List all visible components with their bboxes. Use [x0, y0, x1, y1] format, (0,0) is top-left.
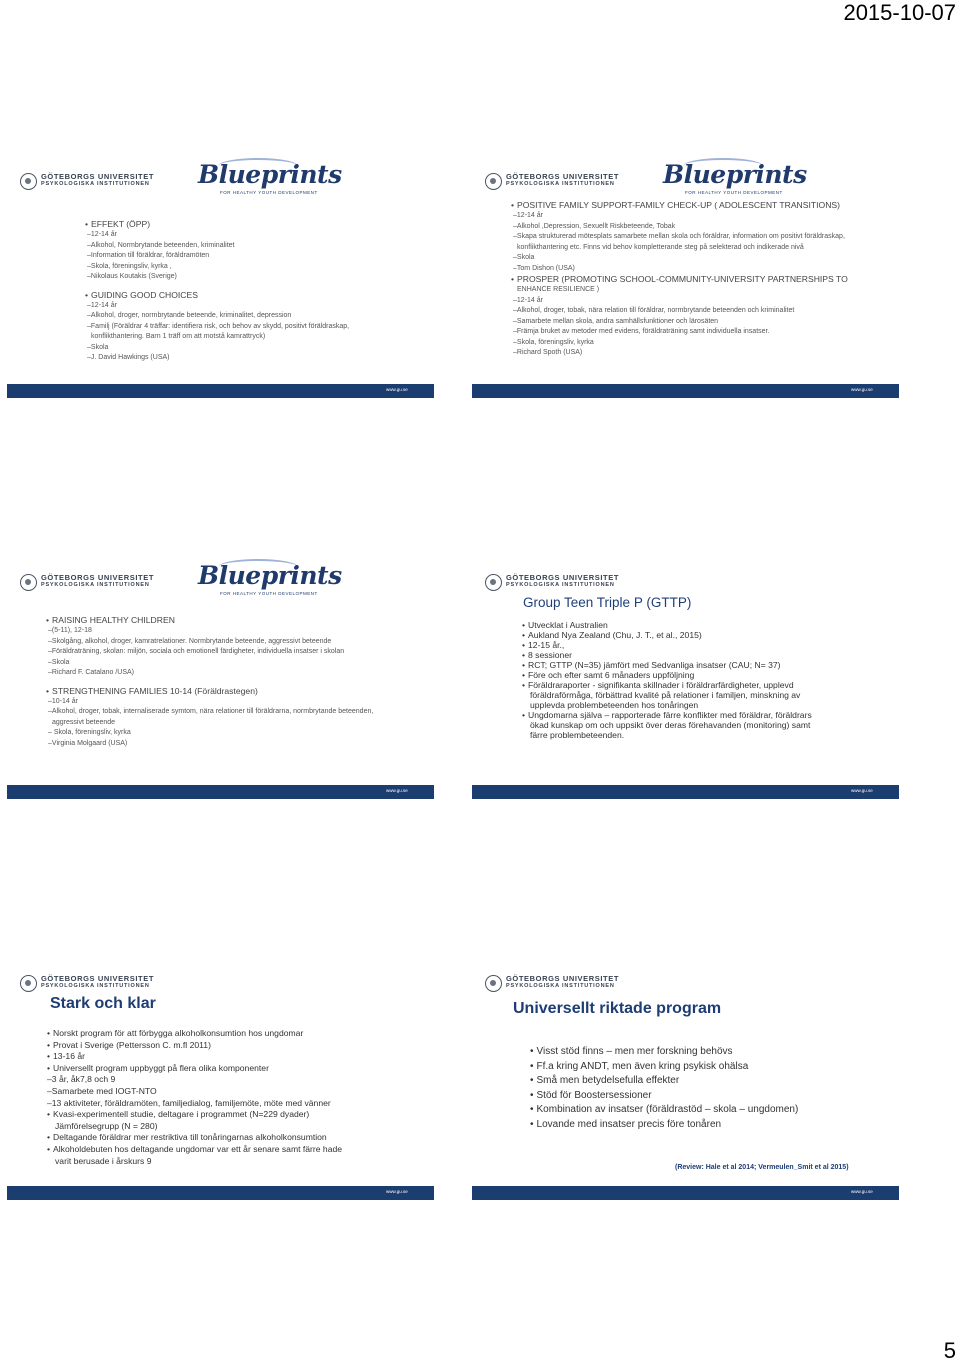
footer-bar — [7, 384, 434, 398]
continuation-line: ökad kunskap om och uppsikt över deras förehavanden (monitoring) samt — [530, 720, 811, 730]
blueprints-logo — [663, 160, 807, 200]
sub-item: – 12-14 år — [511, 211, 893, 222]
review-citation: (Review: Hale et al 2014; Vermeulen_Smit et al 2015) — [675, 1164, 849, 1171]
continuation-line: färre problembeteenden. — [530, 730, 625, 740]
continuation-line: upplevda problembeteenden hos tonåringen — [530, 700, 699, 710]
continuation-line: föräldraförmåga, förbättrad kvalité på relationer i familjen, minskning av — [530, 690, 801, 700]
blueprints-wordmark: Blueprints — [198, 561, 342, 590]
footer-url: www.gu.se — [851, 387, 873, 392]
footer-url: www.gu.se — [386, 788, 408, 793]
slide-3 — [8, 561, 434, 799]
slide-title: Universellt riktade program — [513, 1000, 722, 1017]
sub-item: – Skola, föreningsliv, kyrka — [46, 728, 428, 739]
bullet-item: • Kvasi-experimentell studie, deltagare i programmet (N=229 dyader) — [47, 1109, 342, 1121]
bullet-item: • GUIDING GOOD CHOICES — [85, 290, 428, 301]
sub-item: – Samarbete med IOGT-NTO — [47, 1086, 342, 1098]
gu-logo-line2: PSYKOLOGISKA INSTITUTIONEN — [41, 983, 150, 989]
gu-logo-line2: PSYKOLOGISKA INSTITUTIONEN — [41, 181, 150, 187]
sub-item: – 3 år, åk7,8 och 9 — [47, 1074, 342, 1086]
slide-6 — [473, 974, 899, 1200]
gu-logo-line1: GÖTEBORGS UNIVERSITET — [41, 974, 155, 983]
bullet-item: • Stöd för Boostersessioner — [530, 1089, 798, 1104]
bullet-item: • Små men betydelsefulla effekter — [530, 1074, 798, 1089]
bullet-item: • Deltagande föräldrar mer restriktiva till tonåringarnas alkoholkonsumtion — [47, 1132, 342, 1144]
blueprints-wordmark: Blueprints — [198, 160, 342, 189]
bullet-item: • Utvecklat i Australien — [522, 620, 812, 630]
sub-item: – Familj (Föräldrar 4 träffar: identifiera risk, och behov av skydd, positivt föräldraskap, — [85, 322, 428, 333]
bullet-item: • Ungdomarna själva – rapporterade färre konflikter med föräldrar, föräldrars — [522, 710, 812, 720]
slide-title: Stark och klar — [50, 995, 156, 1012]
gu-logo-line1: GÖTEBORGS UNIVERSITET — [506, 974, 620, 983]
footer-bar — [7, 1186, 434, 1200]
bullet-item: • Före och efter samt 6 månaders uppföljning — [522, 670, 812, 680]
gu-logo — [20, 573, 170, 593]
sub-item: – Skola, föreningsliv, kyrka — [511, 338, 893, 349]
spacer — [85, 283, 428, 290]
slide-5 — [8, 974, 434, 1200]
date-header: 2015-10-07 — [843, 0, 956, 25]
gu-logo — [485, 974, 635, 994]
footer-url: www.gu.se — [386, 1189, 408, 1194]
sub-item: – (5-11), 12-18 — [46, 626, 428, 637]
university-seal-icon — [20, 574, 37, 591]
footer-url: www.gu.se — [851, 788, 873, 793]
sub-item: – Richard Spoth (USA) — [511, 348, 893, 359]
continuation-line: ENHANCE RESILIENCE ) — [517, 286, 600, 293]
page-number: 5 — [943, 1338, 956, 1363]
sub-item: – 12-14 år — [511, 296, 893, 307]
sub-item: – Information till föräldrar, föräldramöten — [85, 251, 428, 262]
sub-item: – Virginia Molgaard (USA) — [46, 739, 428, 750]
university-seal-icon — [485, 574, 502, 591]
sub-item: – Samarbete mellan skola, andra samhällsfunktioner och lärosäten — [511, 317, 893, 328]
gu-logo — [20, 974, 170, 994]
bullet-item: • 8 sessioner — [522, 650, 812, 660]
bullet-item: • Kombination av insatser (föräldrastöd – skola – ungdomen) — [530, 1103, 798, 1118]
gu-logo-line2: PSYKOLOGISKA INSTITUTIONEN — [506, 983, 615, 989]
sub-item: – Skola — [85, 343, 428, 354]
bullet-item: • Föräldraraporter - signifikanta skillnader i föräldrarfärdigheter, upplevd — [522, 680, 812, 690]
sub-item: – Föräldraträning, skolan: miljön, sociala och emotionell färdigheter, individuella insatser i skolan — [46, 647, 428, 658]
blueprints-wordmark: Blueprints — [663, 160, 807, 189]
footer-bar — [7, 785, 434, 799]
bullet-item: • PROSPER (PROMOTING SCHOOL-COMMUNITY-UNIVERSITY PARTNERSHIPS TO — [511, 274, 893, 285]
slide-body — [511, 200, 893, 359]
gu-logo-line2: PSYKOLOGISKA INSTITUTIONEN — [506, 582, 615, 588]
sub-item: – Alkohol, droger, normbrytande beteende, kriminalitet, depression — [85, 311, 428, 322]
continuation-line: konflikthantering. Barn 1 träff om att motstå kamrattryck) — [91, 333, 266, 340]
slide-2 — [473, 160, 899, 398]
continuation-line: Jämförelsegrupp (N = 280) — [55, 1120, 158, 1131]
footer-bar — [472, 384, 899, 398]
slide-body — [522, 620, 812, 740]
gu-logo-line2: PSYKOLOGISKA INSTITUTIONEN — [41, 582, 150, 588]
slide-body — [85, 219, 428, 364]
university-seal-icon — [485, 975, 502, 992]
bullet-item: • Ff.a kring ANDT, men även kring psykisk ohälsa — [530, 1060, 798, 1075]
gu-logo-line1: GÖTEBORGS UNIVERSITET — [506, 573, 620, 582]
blueprints-logo — [198, 160, 342, 200]
sub-item: – Skola, föreningsliv, kyrka , — [85, 262, 428, 273]
gu-logo-line1: GÖTEBORGS UNIVERSITET — [41, 172, 155, 181]
blueprints-tagline: FOR HEALTHY YOUTH DEVELOPMENT — [220, 190, 318, 195]
gu-logo-line1: GÖTEBORGS UNIVERSITET — [506, 172, 620, 181]
gu-logo — [485, 573, 635, 593]
sub-item: – Skapa strukturerad mötesplats samarbete mellan skola och föräldrar, information om positivt föräldraskap, — [511, 232, 893, 243]
footer-url: www.gu.se — [851, 1189, 873, 1194]
gu-logo-line1: GÖTEBORGS UNIVERSITET — [41, 573, 155, 582]
sub-item: – Främja bruket av metoder med evidens, föräldraträning samt individuella insatser. — [511, 327, 893, 338]
gu-logo — [20, 172, 170, 192]
bullet-item: • POSITIVE FAMILY SUPPORT-FAMILY CHECK-UP ( ADOLESCENT TRANSITIONS) — [511, 200, 893, 211]
gu-logo-line2: PSYKOLOGISKA INSTITUTIONEN — [506, 181, 615, 187]
bullet-item: • Alkoholdebuten hos deltagande ungdomar var ett år senare samt färre hade — [47, 1144, 342, 1156]
slide-body — [47, 1028, 342, 1167]
spacer — [46, 679, 428, 686]
footer-bar — [472, 1186, 899, 1200]
continuation-line: aggressivt beteende — [52, 718, 116, 726]
sub-item: – Richard F. Catalano /USA) — [46, 668, 428, 679]
bullet-item: • Norskt program för att förbygga alkoholkonsumtion hos ungdomar — [47, 1028, 342, 1040]
bullet-item: • Provat i Sverige (Pettersson C. m.fl 2011) — [47, 1040, 342, 1052]
university-seal-icon — [485, 173, 502, 190]
sub-item: – Skola — [511, 253, 893, 264]
blueprints-tagline: FOR HEALTHY YOUTH DEVELOPMENT — [220, 591, 318, 596]
bullet-item: • RAISING HEALTHY CHILDREN — [46, 615, 428, 626]
sub-item: – 12-14 år — [85, 301, 428, 312]
sub-item: – Nikolaus Koutakis (Sverige) — [85, 272, 428, 283]
university-seal-icon — [20, 975, 37, 992]
slide-1 — [8, 160, 434, 398]
bullet-item: • STRENGTHENING FAMILIES 10-14 (Föräldrastegen) — [46, 686, 428, 697]
sub-item: – J. David Hawkings (USA) — [85, 353, 428, 364]
sub-item: – Alkohol ,Depression, Sexuellt Riskbeteende, Tobak — [511, 222, 893, 233]
slide-body — [46, 615, 428, 749]
bullet-item: • Aukland Nya Zealand (Chu, J. T., et al., 2015) — [522, 630, 812, 640]
blueprints-logo — [198, 561, 342, 601]
sub-item: – 12-14 år — [85, 230, 428, 241]
gu-logo — [485, 172, 635, 192]
slide-4 — [473, 573, 899, 799]
bullet-item: • RCT; GTTP (N=35) jämfört med Sedvanliga insatser (CAU; N= 37) — [522, 660, 812, 670]
sub-item: – Alkohol, droger, tobak, internaliserade symtom, nära relationer till föräldrarna, normbrytande beteenden, — [46, 707, 428, 718]
footer-bar — [472, 785, 899, 799]
bullet-item: • Visst stöd finns – men mer forskning behövs — [530, 1045, 798, 1060]
footer-url: www.gu.se — [386, 387, 408, 392]
sub-item: – Alkohol, Normbrytande beteenden, kriminalitet — [85, 241, 428, 252]
bullet-item: • EFFEKT (ÖPP) — [85, 219, 428, 230]
slide-body — [530, 1045, 798, 1132]
continuation-line: konflikthantering etc. Finns vid behov kompletterande steg på selekterad och indikerade nivå — [517, 243, 804, 251]
university-seal-icon — [20, 173, 37, 190]
slide-title: Group Teen Triple P (GTTP) — [523, 595, 692, 610]
bullet-item: • 12-15 år., — [522, 640, 812, 650]
sub-item: – Alkohol, droger, tobak, nära relation till föräldrar, normbrytande beteenden och kriminalitet — [511, 306, 893, 317]
sub-item: – 10-14 år — [46, 697, 428, 708]
sub-item: – Tom Dishon (USA) — [511, 264, 893, 275]
bullet-item: • Universellt program uppbyggt på flera olika komponenter — [47, 1063, 342, 1075]
bullet-item: • 13-16 år — [47, 1051, 342, 1063]
continuation-line: varit berusade i årskurs 9 — [55, 1155, 152, 1166]
blueprints-tagline: FOR HEALTHY YOUTH DEVELOPMENT — [685, 190, 783, 195]
bullet-item: • Lovande med insatser precis före tonåren — [530, 1118, 798, 1133]
sub-item: – Skolgång, alkohol, droger, kamratrelationer. Normbrytande beteende, aggressivt beteende — [46, 637, 428, 648]
sub-item: – Skola — [46, 658, 428, 669]
sub-item: – 13 aktiviteter, föräldramöten, familjedialog, familjemöte, möte med vänner — [47, 1098, 342, 1110]
